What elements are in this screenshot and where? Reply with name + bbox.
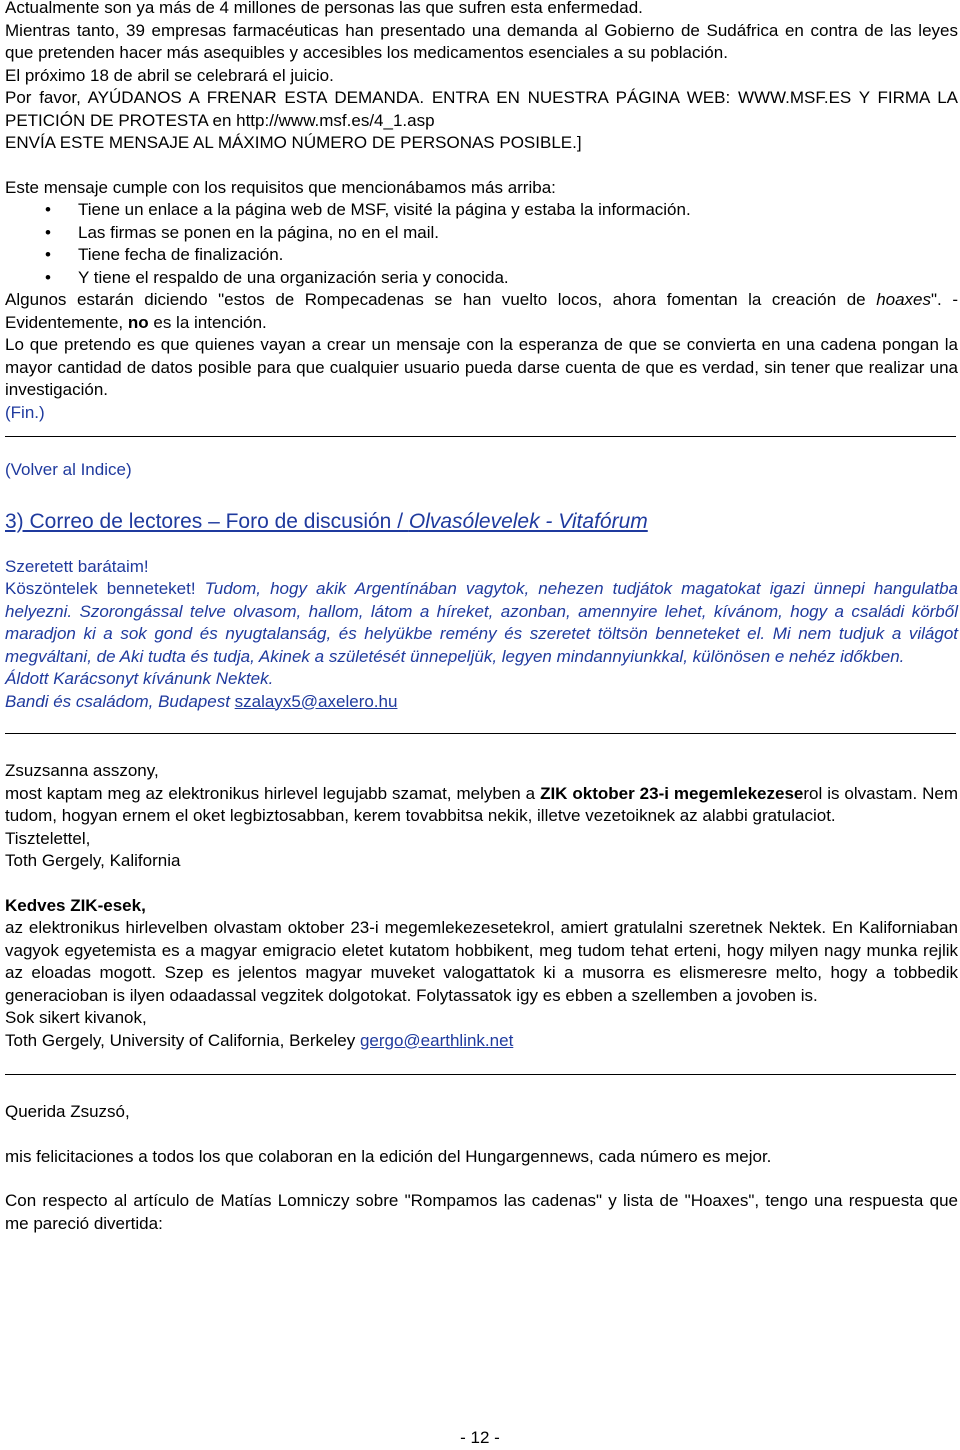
list-item: • Tiene fecha de finalización. [5, 244, 958, 267]
letter-closing: Sok sikert kivanok, [5, 1008, 147, 1027]
letter-greeting: Kedves ZIK-esek, [5, 895, 146, 915]
paragraph: Actualmente son ya más de 4 millones de personas las que sufren esta enfermedad. [5, 0, 643, 17]
paragraph: Lo que pretendo es que quienes vayan a crear un mensaje con la esperanza de que se convierta en una cadena pongan la mayor cantidad de datos posible para que cualquier usuario pueda darse cuenta de que es verdad, sin tener que realizar una investigación. [5, 335, 958, 399]
letter-greeting: Szeretett barátaim! [5, 556, 149, 576]
section-heading: 3) Correo de lectores – Foro de discusión / Olvasólevelek - Vitafórum [5, 509, 648, 533]
paragraph: El próximo 18 de abril se celebrará el juicio. [5, 65, 334, 85]
letter-body: Köszöntelek benneteket! Tudom, hogy akik Argentínában vagytok, nehezen tudjátok magatokat igazi ünnepi hangulatba helyezni. Szorongással telve olvasom, hallom, látom a híreket, azonban, amennyire lehet, kívánom, hogy a családi körből maradjon ki a sok gond és nyugtalanság, és helyükbe remény és szeretet töltsön benneteket el. Mi nem tudjuk a világot megváltani, de Aki tudta és tudja, Akinek a születését ünnepeljük, legyen mindannyiunkkal, különösen e nehéz időkben. [5, 579, 959, 666]
letter-signature: Bandi és családom, Budapest szalayx5@axelero.hu [5, 691, 398, 711]
letter-wish: Áldott Karácsonyt kívánunk Nektek. [5, 669, 274, 688]
list-item: • Tiene un enlace a la página web de MSF, visité la página y estaba la información. [5, 199, 958, 222]
bullet-list [5, 199, 958, 289]
letter-signature: Toth Gergely, University of California, Berkeley gergo@earthlink.net [5, 1030, 514, 1050]
email-link[interactable]: szalayx5@axelero.hu [234, 691, 398, 711]
letter-greeting: Querida Zsuzsó, [5, 1102, 130, 1121]
paragraph: Algunos estarán diciendo "estos de Rompecadenas se han vuelto locos, ahora fomentan la creación de hoaxes". - Evidentemente, no es la intención. [5, 290, 958, 332]
letter-body: az elektronikus hirlevelben olvastam oktober 23-i megemlekezesetekrol, amiert gratulalni szeretnek Nektek. En Kaliforniaban vagyok egyetemista es a magyar emigracio eletet kutatom hobbikent, meg tudom tehat erteni, hogy milyen nagy munka rejlik az eloadas mogott. Szep es jelentos magyar muveket valogattatok ki a musorra es elismeresre melto, hogy a tobbedik generacioban is ilyen odaadassal vegzitek dolgotokat. Folytassatok igy es ebben a szellemben a jovoben is. [5, 918, 958, 1005]
document-page [5, 0, 958, 1235]
page-number: - 12 - [460, 1428, 500, 1447]
email-link[interactable]: gergo@earthlink.net [359, 1030, 514, 1050]
paragraph: Por favor, AYÚDANOS A FRENAR ESTA DEMANDA. ENTRA EN NUESTRA PÁGINA WEB: WWW.MSF.ES Y FIRMA LA PETICIÓN DE PROTESTA en http://www.msf.es/4_1.asp [5, 88, 958, 130]
paragraph: Este mensaje cumple con los requisitos que mencionábamos más arriba: [5, 177, 556, 197]
letter-closing: Tisztelettel, [5, 828, 91, 848]
letter-body: Con respecto al artículo de Matías Lomniczy sobre "Rompamos las cadenas" y lista de "Hoaxes", tengo una respuesta que me pareció divertida: [5, 1191, 958, 1233]
letter-body: most kaptam meg az elektronikus hirlevel legujabb szamat, melyben a ZIK oktober 23-i megemlekezeserol is olvastam. Nem tudom, hogyan ernem el oket legbiztosabban, kerem tovabbitsa nekik, illetve vezetoiknek az alabbi gratulaciot. [5, 783, 958, 825]
list-item: • Las firmas se ponen en la página, no en el mail. [5, 222, 958, 245]
fin-mark: (Fin.) [5, 402, 45, 422]
letter-signature: Toth Gergely, Kalifornia [5, 851, 181, 870]
back-to-index-link[interactable]: (Volver al Indice) [5, 460, 132, 479]
list-item: • Y tiene el respaldo de una organización seria y conocida. [5, 267, 958, 290]
letter-body: mis felicitaciones a todos los que colaboran en la edición del Hungargennews, cada número es mejor. [5, 1146, 772, 1166]
paragraph: ENVÍA ESTE MENSAJE AL MÁXIMO NÚMERO DE PERSONAS POSIBLE.] [5, 133, 582, 152]
paragraph: Mientras tanto, 39 empresas farmacéuticas han presentado una demanda al Gobierno de Sudáfrica en contra de las leyes que pretenden hacer más asequibles y accesibles los medicamentos esenciales a su población. [5, 20, 958, 62]
letter-greeting: Zsuzsanna asszony, [5, 761, 159, 780]
